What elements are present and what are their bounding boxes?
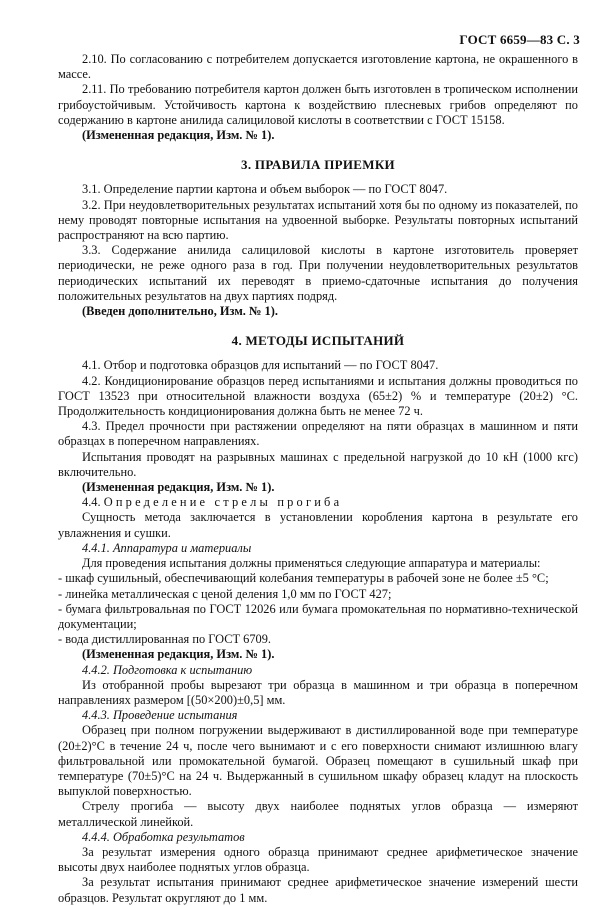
list-item: - шкаф сушильный, обеспечивающий колебания температуры в рабочей зоне не более ±5 °С; [58,571,549,586]
subclause-4-4-4-text-2: За результат испытания принимают среднее арифметическое значение измерений шести образцов. Результат округляют до 1 мм. [58,875,578,905]
paragraph-4-4-heading [58,495,578,510]
paragraph-4-2: 4.2. Кондиционирование образцов перед испытаниями и испытания должны проводиться по ГОСТ 13523 при относительной влажности воздуха (65±2) % и температуре (20±2) °С. Продолжительность кондиционирования должна быть не менее 72 ч. [58,373,578,419]
paragraph-3-3: 3.3. Содержание анилида салициловой кислоты в картоне изготовитель проверяет периодически, не реже одного раза в год. При получении неудовлетворительных результатов периодических испытаний их переводят в приемо-сдаточные испытания до получения положительных результатов на двух партиях подряд. [58,243,578,303]
subclause-4-4-1-title: 4.4.1. Аппаратура и материалы [82,540,252,555]
subclause-4-4-3-text-2: Стрелу прогиба — высоту двух наиболее поднятых углов образца — измеряют металлической линейкой. [58,799,578,829]
subclause-4-4-4-title: 4.4.4. Обработка результатов [82,829,245,844]
amendment-note: (Измененная редакция, Изм. № 1). [82,647,275,662]
subclause-4-4-3-title: 4.4.3. Проведение испытания [82,708,238,723]
subclause-4-4-2-text: Из отобранной пробы вырезают три образца в машинном и три образца в поперечном направлениях размером [(50×200)±0,5] мм. [58,677,578,707]
subclause-4-4-2-title: 4.4.2. Подготовка к испытанию [82,662,253,677]
paragraph-2-10: 2.10. По согласованию с потребителем допускается изготовление картона, не окрашенного в массе. [58,52,578,82]
paragraph-4-4-text: Сущность метода заключается в установлении коробления картона в результате его увлажнения и сушки. [58,510,578,540]
paragraph-4-3-b: Испытания проводят на разрывных машинах с предельной нагрузкой до 10 кН (1000 кгс) включительно. [58,449,578,479]
clause-title: Определение стрелы прогиба [103,495,343,510]
clause-number: 4.4. [82,495,101,510]
page-header: ГОСТ 6659—83 С. 3 [459,32,580,47]
document-body [58,52,578,906]
paragraph-3-2: 3.2. При неудовлетворительных результатах испытаний хотя бы по одному из показателей, по нему проводят повторные испытания на удвоенной выборке. Результаты повторных испытаний распространяют на всю партию. [58,197,578,243]
section-4-heading: 4. МЕТОДЫ ИСПЫТАНИЙ [231,333,405,349]
introduced-note: (Введен дополнительно, Изм. № 1). [82,304,278,319]
list-item: - линейка металлическая с ценой деления 1,0 мм по ГОСТ 427; [58,586,392,601]
subclause-4-4-1-intro: Для проведения испытания должны применяться следующие аппаратура и материалы: [82,556,541,571]
list-item: - вода дистиллированная по ГОСТ 6709. [58,632,272,647]
paragraph-3-1: 3.1. Определение партии картона и объем выборок — по ГОСТ 8047. [82,182,448,197]
subclause-4-4-3-text: Образец при полном погружении выдерживают в дистиллированной воде при температуре (20±2)°С в течение 24 ч, после чего вынимают и с его поверхности снимают излишнюю влагу фильтровальной или промокательной бумагой. Образец помещают в сушильный шкаф при температуре (70±5)°С на 24 ч. Выдержанный в сушильном шкафу образец кладут на плоскость выпуклой поверхностью. [58,723,578,799]
paragraph-4-1: 4.1. Отбор и подготовка образцов для испытаний — по ГОСТ 8047. [82,358,439,373]
subclause-4-4-4-text: За результат измерения одного образца принимают среднее арифметическое значение высоты двух наиболее поднятых углов образца. [58,844,578,875]
paragraph-2-11: 2.11. По требованию потребителя картон должен быть изготовлен в тропическом исполнении грибоустойчивым. Устойчивость картона к воздействию плесневых грибов определяют по содержанию в картоне анилида салициловой кислоты в соответствии с ГОСТ 15158. [58,82,578,127]
paragraph-4-3: 4.3. Предел прочности при растяжении определяют на пяти образцах в машинном и пяти образцах в поперечном направлениях. [58,419,578,449]
amendment-note: (Измененная редакция, Изм. № 1). [82,128,275,143]
section-3-heading: 3. ПРАВИЛА ПРИЕМКИ [241,157,395,173]
list-item: - бумага фильтровальная по ГОСТ 12026 или бумага промокательная по нормативно-технической документации; [58,601,578,631]
amendment-note: (Измененная редакция, Изм. № 1). [82,480,275,495]
